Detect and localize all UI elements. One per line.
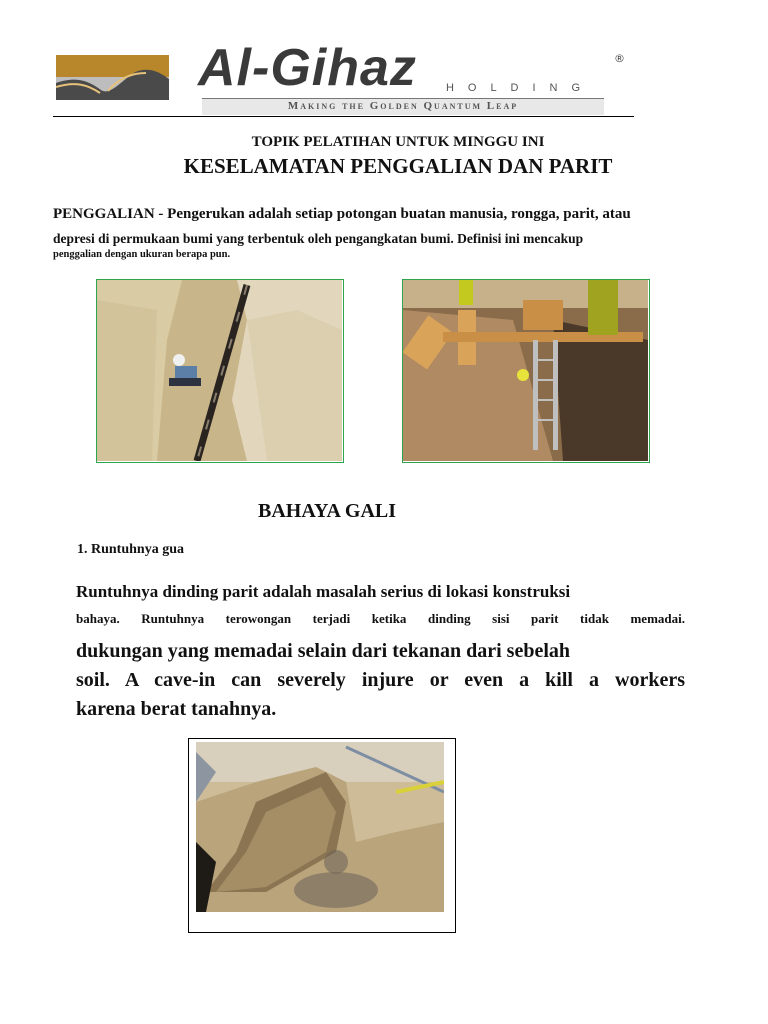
definition-line: depresi di permukaan bumi yang terbentuk oleh pengangkatan bumi. Definisi ini mencakup bbox=[53, 231, 584, 246]
definition-line: penggalian dengan ukuran berapa pun. bbox=[53, 249, 231, 260]
header-divider bbox=[53, 116, 634, 117]
hazard-paragraph-line: Runtuhnya dinding parit adalah masalah serius di lokasi konstruksi bbox=[76, 582, 571, 601]
company-logo-wordmark: Al-Gihaz bbox=[198, 39, 417, 97]
hazard-paragraph-line: bahaya. Runtuhnya terowongan terjadi ketika dinding sisi parit tidak memadai. bbox=[76, 611, 685, 626]
page-title: KESELAMATAN PENGGALIAN DAN PARIT bbox=[183, 154, 613, 178]
hazard-paragraph-line: soil. A cave-in can severely injure or even a kill a workers bbox=[76, 669, 685, 691]
hazard-paragraph-line: dukungan yang memadai selain dari tekanan dari sebelah bbox=[76, 640, 570, 662]
company-tagline: Making the Golden Quantum Leap bbox=[287, 100, 519, 112]
hazard-heading: BAHAYA GALI bbox=[258, 500, 397, 522]
registered-trademark-icon: ® bbox=[614, 52, 625, 65]
trench-cave-in-photo bbox=[196, 742, 444, 912]
hazard-paragraph-line: karena berat tanahnya. bbox=[76, 698, 277, 720]
hazard-list-item: 1. Runtuhnya gua bbox=[77, 542, 184, 557]
company-logo-mark bbox=[56, 55, 169, 100]
company-logo-subtext: HOLDING bbox=[445, 82, 595, 94]
topic-label: TOPIK PELATIHAN UNTUK MINGGU INI bbox=[251, 134, 545, 150]
definition-line: PENGGALIAN - Pengerukan adalah setiap potongan buatan manusia, rongga, parit, atau bbox=[53, 206, 631, 222]
trench-with-worker-and-pipe-photo bbox=[96, 279, 344, 463]
trench-with-shoring-and-ladder-photo bbox=[402, 279, 650, 463]
